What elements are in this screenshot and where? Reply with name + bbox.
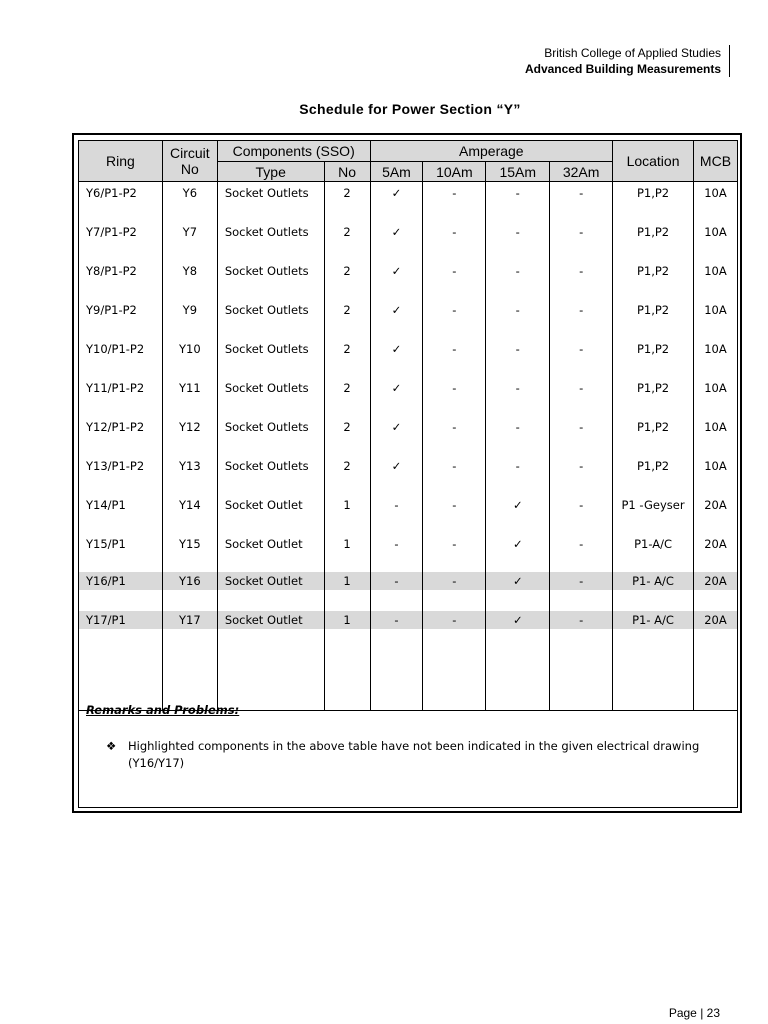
cell-no: 1 — [324, 611, 370, 650]
cell-15am: - — [486, 338, 550, 377]
cell-mcb: 10A — [693, 260, 737, 299]
diamond-bullet-icon: ❖ — [106, 739, 117, 753]
table-row — [79, 494, 738, 533]
cell-32am: - — [550, 299, 613, 338]
cell-32am: - — [550, 221, 613, 260]
power-schedule-table — [78, 140, 738, 711]
college-name: British College of Applied Studies — [544, 46, 721, 60]
table-row — [79, 416, 738, 455]
cell-ring: Y7/P1-P2 — [79, 221, 163, 260]
cell-ring: Y15/P1 — [79, 533, 163, 572]
cell-ring: Y10/P1-P2 — [79, 338, 163, 377]
table-row — [79, 182, 738, 221]
table-row-highlighted — [79, 572, 738, 611]
cell-location: P1- A/C — [613, 611, 694, 650]
cell-15am: - — [486, 299, 550, 338]
cell-ring: Y17/P1 — [79, 611, 163, 650]
table-row — [79, 299, 738, 338]
cell-type: Socket Outlets — [217, 377, 324, 416]
cell-mcb: 20A — [693, 611, 737, 650]
cell-no: 1 — [324, 572, 370, 611]
cell-no: 2 — [324, 221, 370, 260]
cell-type: Socket Outlets — [217, 455, 324, 494]
cell-circuit: Y6 — [162, 182, 217, 221]
table-row — [79, 533, 738, 572]
cell-15am: ✓ — [486, 533, 550, 572]
cell-5am: ✓ — [370, 221, 423, 260]
cell-15am: - — [486, 455, 550, 494]
header-components: Components (SSO) — [217, 141, 370, 162]
cell-mcb: 10A — [693, 299, 737, 338]
cell-location: P1,P2 — [613, 221, 694, 260]
header-ring: Ring — [79, 141, 163, 182]
table-row — [79, 455, 738, 494]
cell-circuit: Y8 — [162, 260, 217, 299]
cell-location: P1,P2 — [613, 338, 694, 377]
cell-32am: - — [550, 533, 613, 572]
cell-location: P1-A/C — [613, 533, 694, 572]
table-row-empty — [79, 650, 738, 711]
cell-10am: - — [423, 299, 486, 338]
cell-10am: - — [423, 455, 486, 494]
cell-no: 1 — [324, 494, 370, 533]
cell-mcb: 10A — [693, 455, 737, 494]
course-name: Advanced Building Measurements — [524, 62, 721, 76]
cell-15am: ✓ — [486, 611, 550, 650]
cell-10am: - — [423, 416, 486, 455]
cell-circuit: Y13 — [162, 455, 217, 494]
cell-10am: - — [423, 377, 486, 416]
cell-circuit: Y14 — [162, 494, 217, 533]
cell-circuit: Y12 — [162, 416, 217, 455]
cell-32am: - — [550, 572, 613, 611]
cell-type: Socket Outlets — [217, 182, 324, 221]
cell-mcb: 10A — [693, 221, 737, 260]
cell-no: 2 — [324, 338, 370, 377]
header-circuit: Circuit No — [162, 141, 217, 182]
cell-type: Socket Outlet — [217, 611, 324, 650]
cell-circuit: Y9 — [162, 299, 217, 338]
remark-item — [106, 738, 706, 772]
cell-no: 2 — [324, 260, 370, 299]
cell-ring: Y8/P1-P2 — [79, 260, 163, 299]
cell-ring: Y14/P1 — [79, 494, 163, 533]
header-type: Type — [217, 162, 324, 182]
cell-10am: - — [423, 572, 486, 611]
header-10am: 10Am — [423, 162, 486, 182]
cell-32am: - — [550, 182, 613, 221]
cell-location: P1,P2 — [613, 455, 694, 494]
cell-mcb: 10A — [693, 182, 737, 221]
cell-32am: - — [550, 611, 613, 650]
remarks-section — [86, 703, 239, 717]
cell-5am: ✓ — [370, 455, 423, 494]
cell-circuit: Y15 — [162, 533, 217, 572]
cell-5am: ✓ — [370, 416, 423, 455]
cell-location: P1,P2 — [613, 299, 694, 338]
table-row — [79, 260, 738, 299]
cell-type: Socket Outlets — [217, 416, 324, 455]
cell-10am: - — [423, 494, 486, 533]
cell-10am: - — [423, 338, 486, 377]
cell-15am: - — [486, 377, 550, 416]
header-location: Location — [613, 141, 694, 182]
header-amperage: Amperage — [370, 141, 613, 162]
cell-mcb: 10A — [693, 338, 737, 377]
cell-mcb: 20A — [693, 494, 737, 533]
cell-15am: - — [486, 260, 550, 299]
cell-no: 2 — [324, 299, 370, 338]
cell-5am: - — [370, 611, 423, 650]
cell-circuit: Y16 — [162, 572, 217, 611]
cell-32am: - — [550, 416, 613, 455]
cell-type: Socket Outlets — [217, 221, 324, 260]
cell-ring: Y16/P1 — [79, 572, 163, 611]
cell-ring: Y6/P1-P2 — [79, 182, 163, 221]
cell-15am: - — [486, 416, 550, 455]
cell-32am: - — [550, 338, 613, 377]
cell-circuit: Y7 — [162, 221, 217, 260]
cell-circuit: Y17 — [162, 611, 217, 650]
cell-10am: - — [423, 533, 486, 572]
cell-mcb: 10A — [693, 416, 737, 455]
cell-mcb: 20A — [693, 533, 737, 572]
cell-no: 2 — [324, 377, 370, 416]
cell-5am: - — [370, 572, 423, 611]
cell-5am: ✓ — [370, 299, 423, 338]
header-15am: 15Am — [486, 162, 550, 182]
cell-circuit: Y11 — [162, 377, 217, 416]
cell-no: 1 — [324, 533, 370, 572]
cell-location: P1,P2 — [613, 377, 694, 416]
cell-ring: Y9/P1-P2 — [79, 299, 163, 338]
cell-32am: - — [550, 260, 613, 299]
cell-type: Socket Outlets — [217, 338, 324, 377]
header-32am: 32Am — [550, 162, 613, 182]
cell-type: Socket Outlet — [217, 494, 324, 533]
cell-ring: Y13/P1-P2 — [79, 455, 163, 494]
cell-32am: - — [550, 494, 613, 533]
cell-32am: - — [550, 455, 613, 494]
cell-location: P1,P2 — [613, 260, 694, 299]
cell-type: Socket Outlet — [217, 533, 324, 572]
cell-mcb: 10A — [693, 377, 737, 416]
header-5am: 5Am — [370, 162, 423, 182]
cell-32am: - — [550, 377, 613, 416]
cell-mcb: 20A — [693, 572, 737, 611]
remark-text: Highlighted components in the above table have not been indicated in the given electrical drawing (Y16/Y17) — [128, 739, 700, 770]
cell-location: P1- A/C — [613, 572, 694, 611]
cell-ring: Y11/P1-P2 — [79, 377, 163, 416]
cell-circuit: Y10 — [162, 338, 217, 377]
cell-5am: ✓ — [370, 182, 423, 221]
cell-10am: - — [423, 611, 486, 650]
cell-type: Socket Outlet — [217, 572, 324, 611]
cell-no: 2 — [324, 182, 370, 221]
header-no: No — [324, 162, 370, 182]
cell-10am: - — [423, 221, 486, 260]
page-header — [525, 45, 730, 77]
table-row — [79, 221, 738, 260]
page-number: Page | 23 — [668, 1006, 720, 1020]
page-title: Schedule for Power Section “Y” — [299, 101, 521, 117]
cell-no: 2 — [324, 416, 370, 455]
cell-location: P1 -Geyser — [613, 494, 694, 533]
cell-ring: Y12/P1-P2 — [79, 416, 163, 455]
table-row-highlighted — [79, 611, 738, 650]
cell-5am: - — [370, 494, 423, 533]
cell-15am: ✓ — [486, 494, 550, 533]
header-mcb: MCB — [693, 141, 737, 182]
cell-no: 2 — [324, 455, 370, 494]
cell-15am: - — [486, 182, 550, 221]
remarks-title: Remarks and Problems: — [86, 703, 240, 717]
cell-10am: - — [423, 182, 486, 221]
cell-5am: ✓ — [370, 377, 423, 416]
cell-15am: - — [486, 221, 550, 260]
cell-10am: - — [423, 260, 486, 299]
cell-5am: ✓ — [370, 338, 423, 377]
cell-15am: ✓ — [486, 572, 550, 611]
table-row — [79, 377, 738, 416]
cell-type: Socket Outlets — [217, 299, 324, 338]
cell-5am: ✓ — [370, 260, 423, 299]
cell-location: P1,P2 — [613, 182, 694, 221]
cell-type: Socket Outlets — [217, 260, 324, 299]
cell-5am: - — [370, 533, 423, 572]
table-row — [79, 338, 738, 377]
cell-location: P1,P2 — [613, 416, 694, 455]
